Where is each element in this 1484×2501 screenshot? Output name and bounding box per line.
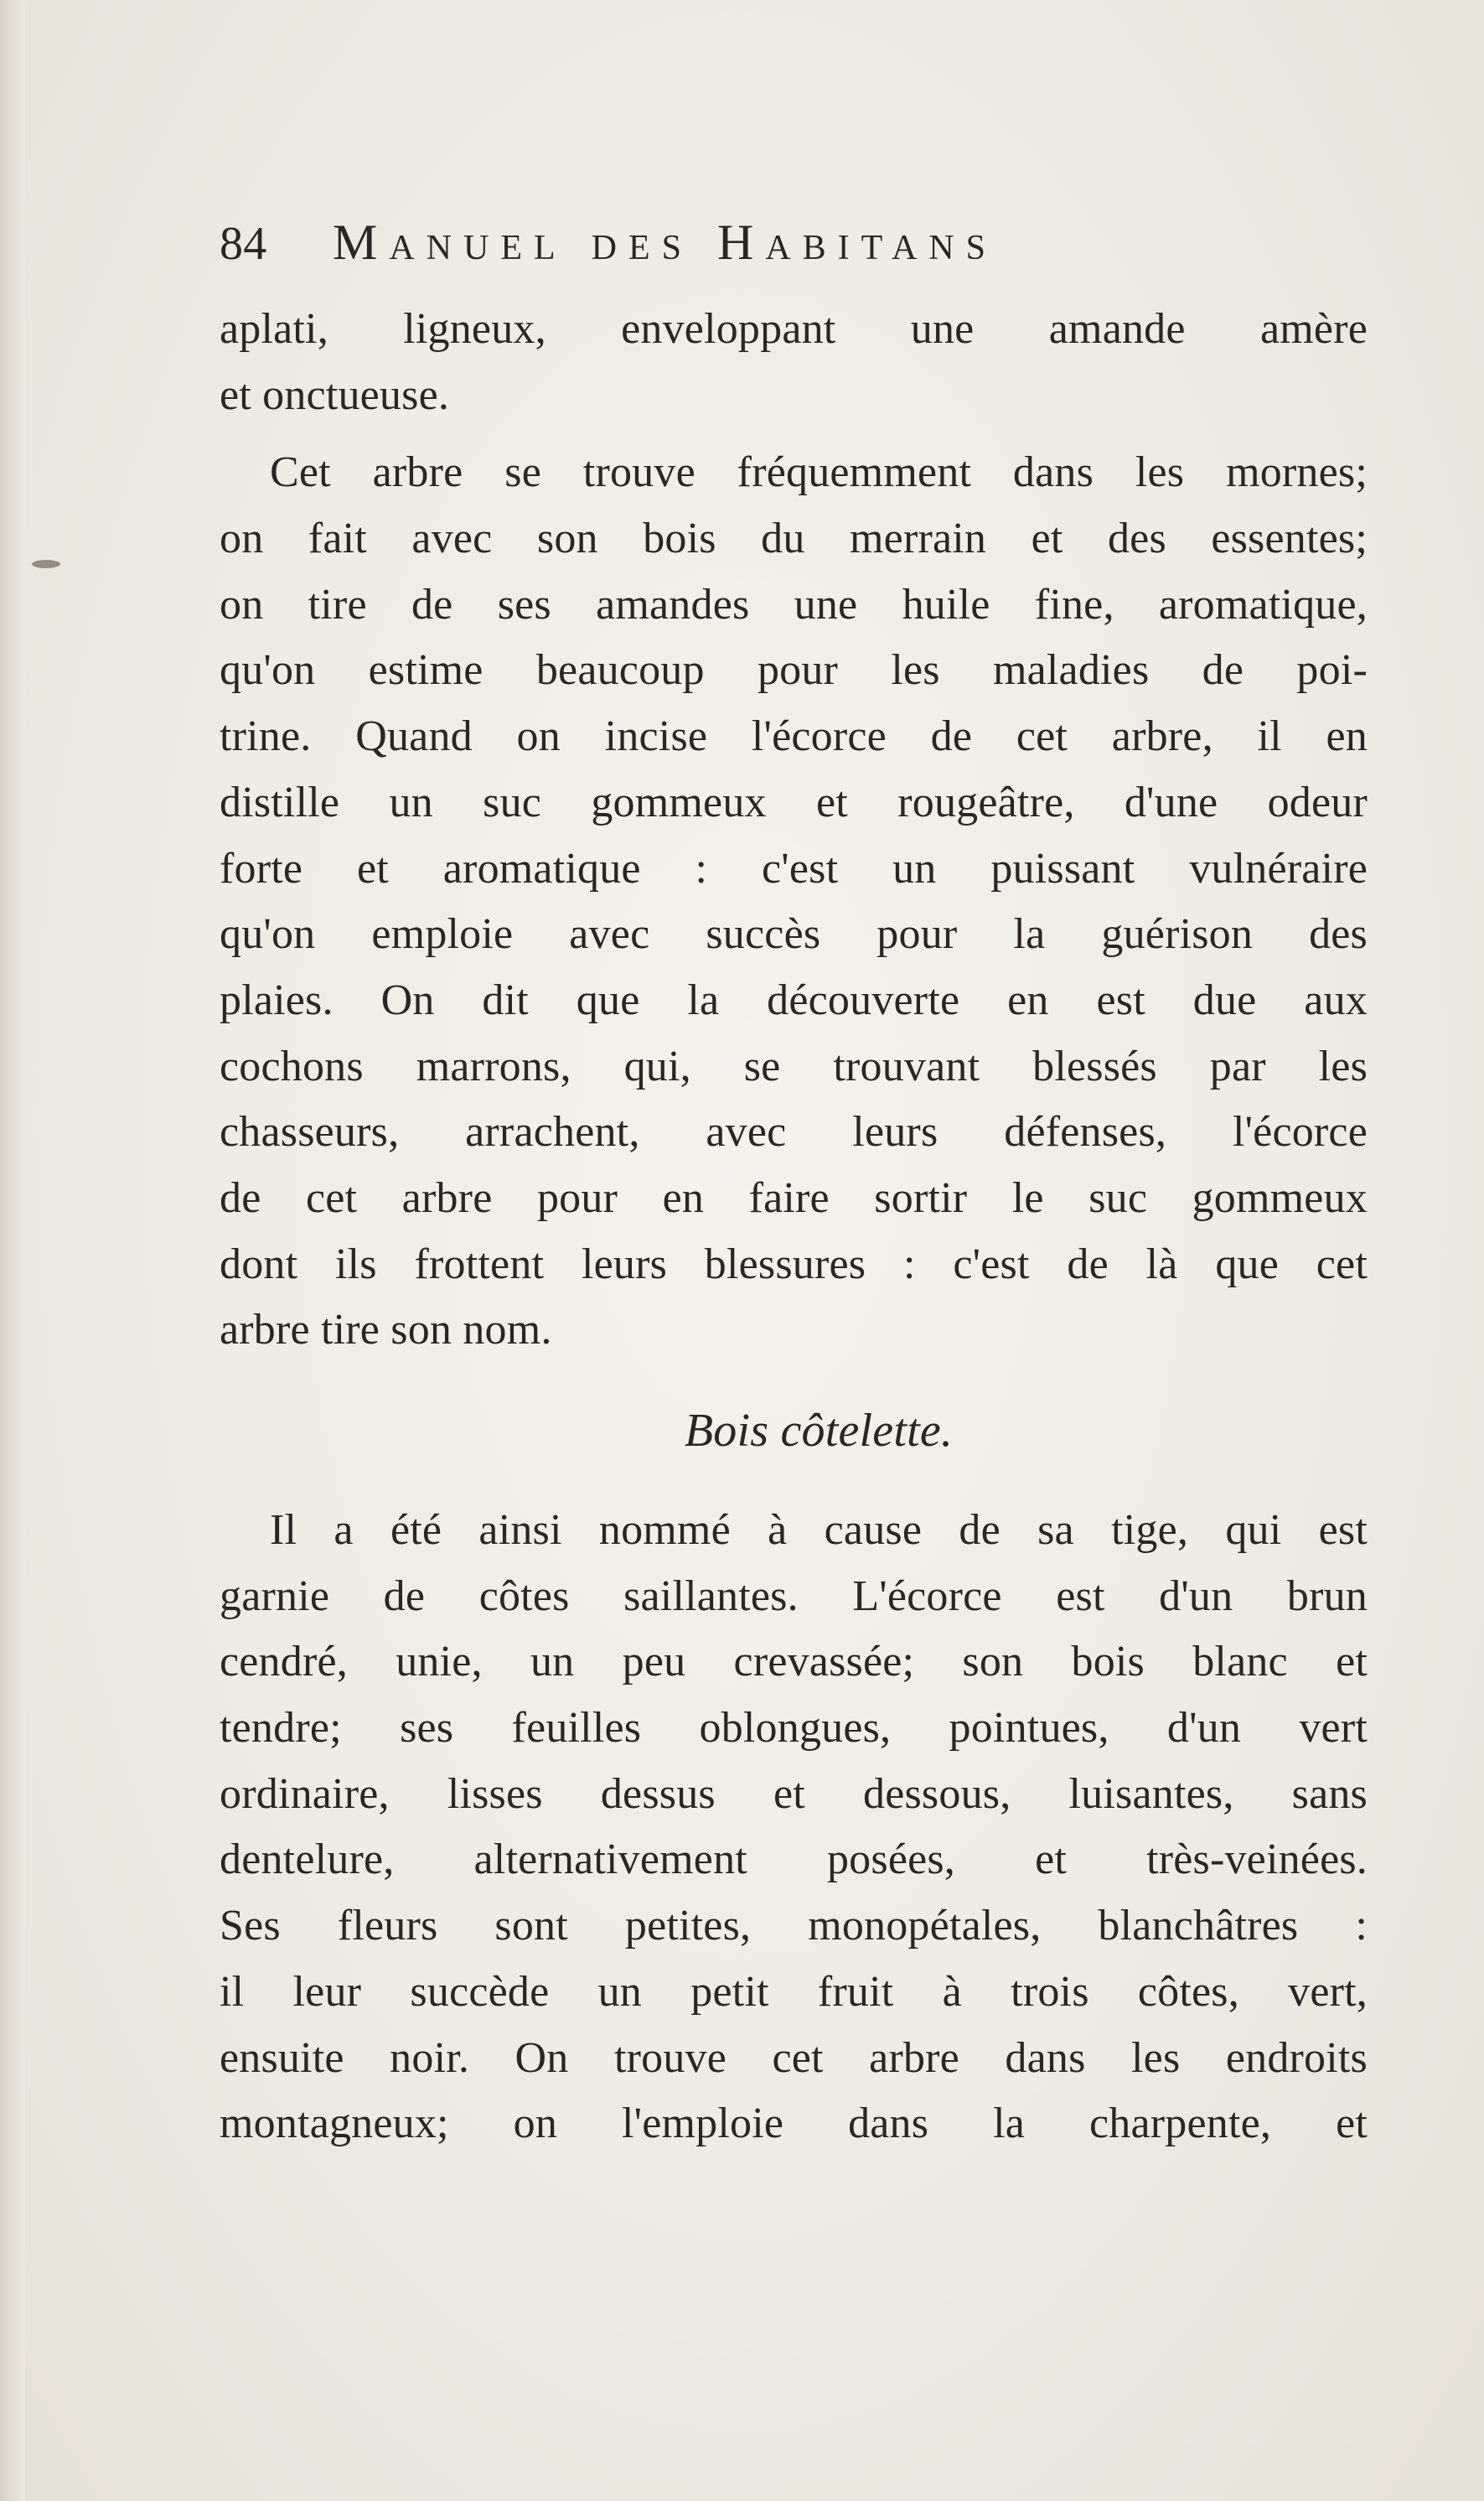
text-line: il leur succède un petit fruit à trois côtes, vert, <box>220 1967 1368 2016</box>
text-line: trine. Quand on incise l'écorce de cet arbre, il en <box>220 712 1368 761</box>
text-line: dont ils frottent leurs blessures : c'est de là que cet <box>220 1240 1368 1288</box>
text-line: qu'on emploie avec succès pour la guérison des <box>220 910 1368 959</box>
text-line: montagneux; on l'emploie dans la charpente, et <box>220 2100 1368 2148</box>
page-header <box>220 210 1368 297</box>
text-line: Il a été ainsi nommé à cause de sa tige, qui est <box>270 1506 1368 1554</box>
text-line: ordinaire, lisses dessus et dessous, luisantes, sans <box>220 1769 1368 1818</box>
page-number: 84 <box>220 218 267 270</box>
text-line: de cet arbre pour en faire sortir le suc gommeux <box>220 1173 1368 1222</box>
text-line: plaies. On dit que la découverte en est due aux <box>220 976 1368 1024</box>
page-gutter <box>0 0 25 2501</box>
paragraph-bois-cotelette <box>220 1498 1368 2157</box>
text-line: forte et aromatique : c'est un puissant vulnéraire <box>220 844 1368 893</box>
text-line: et onctueuse. <box>220 370 450 419</box>
paragraph-cet-arbre <box>220 440 1368 1364</box>
text-line: dentelure, alternativement posées, et très-veinées. <box>220 1836 1368 1884</box>
ink-stain <box>32 560 60 568</box>
text-line: aplati, ligneux, enveloppant une amande amère <box>220 305 1368 353</box>
text-block <box>220 210 1368 2157</box>
text-line: tendre; ses feuilles oblongues, pointues, d'un vert <box>220 1704 1368 1753</box>
text-line: ensuite noir. On trouve cet arbre dans les endroits <box>220 2033 1368 2082</box>
text-line: chasseurs, arrachent, avec leurs défenses, l'écorce <box>220 1108 1368 1157</box>
text-line: cochons marrons, qui, se trouvant blessés par les <box>220 1042 1368 1090</box>
text-line: garnie de côtes saillantes. L'écorce est d'un brun <box>220 1572 1368 1620</box>
text-line: on tire de ses amandes une huile fine, aromatique, <box>220 580 1368 629</box>
text-line: on fait avec son bois du merrain et des essentes; <box>220 515 1368 563</box>
text-line: qu'on estime beaucoup pour les maladies de poi- <box>220 646 1368 695</box>
paragraph-continued <box>220 297 1368 428</box>
text-line: Cet arbre se trouve fréquemment dans les mornes; <box>270 448 1368 497</box>
text-line: Ses fleurs sont petites, monopétales, blanchâtres : <box>220 1902 1368 1950</box>
running-title: Manuel des Habitans <box>333 215 997 270</box>
text-line: cendré, unie, un peu crevassée; son bois blanc et <box>220 1638 1368 1686</box>
text-line: arbre tire son nom. <box>220 1306 552 1354</box>
section-title: Bois côtelette. <box>684 1405 954 1457</box>
text-line: distille un suc gommeux et rougeâtre, d'une odeur <box>220 778 1368 826</box>
